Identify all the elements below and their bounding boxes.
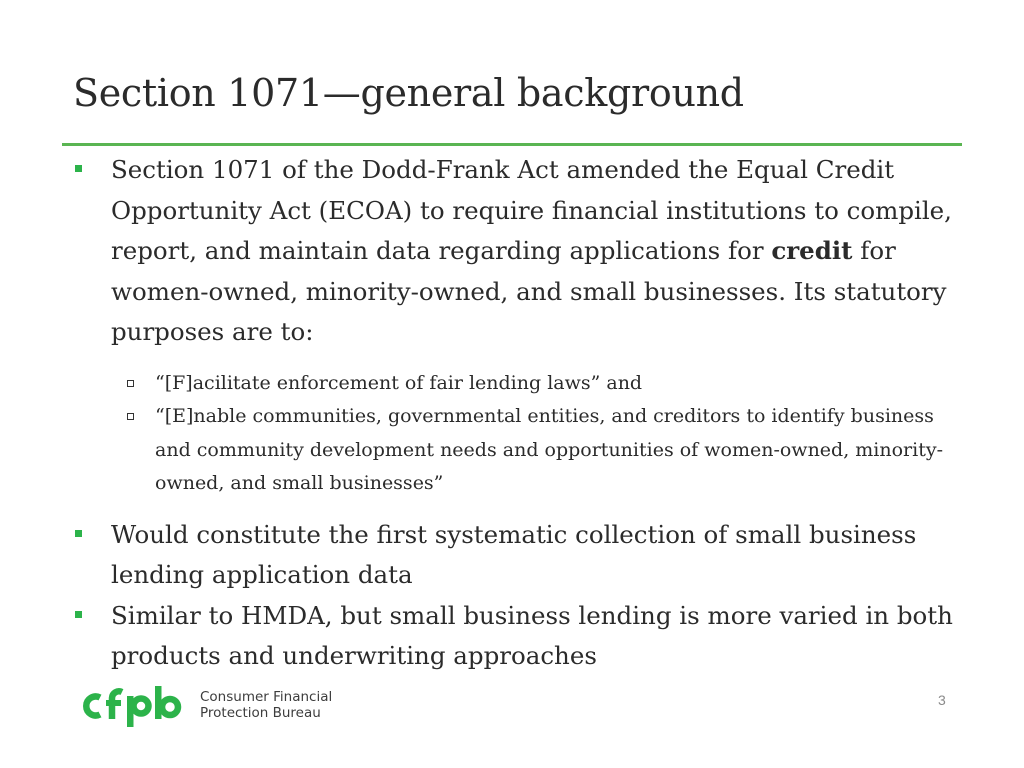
bullet-text: Section 1071 of the Dodd-Frank Act amended the Equal Credit Opportunity Act (ECOA) to require financial institutions to compile, report, and maintain data regarding applications for: [111, 155, 952, 265]
logo-line: Consumer Financial: [200, 689, 333, 705]
slide-title: Section 1071—general background: [73, 71, 744, 115]
hollow-square-bullet-icon: [127, 413, 134, 420]
sub-bullet-item: [74, 367, 974, 401]
bullet-item: [74, 515, 974, 596]
bullet-text: for women-owned, minority-owned, and small businesses. Its statutory purposes are to:: [111, 236, 947, 346]
slide-body: [74, 150, 974, 677]
square-bullet-icon: [75, 165, 82, 172]
sub-bullet-text: “[E]nable communities, governmental entities, and creditors to identify business and community development needs and opportunities of women-owned, minority-owned, and small businesses”: [155, 405, 944, 494]
logo-wordmark: [200, 689, 332, 721]
bullet-item: [74, 596, 974, 677]
sub-bullet-list: [74, 367, 974, 501]
logo-line: Protection Bureau: [200, 705, 321, 721]
sub-bullet-text: “[F]acilitate enforcement of fair lending laws” and: [155, 371, 643, 394]
square-bullet-icon: [75, 530, 82, 537]
cfpb-logo-mark: [80, 683, 186, 727]
bullet-item: [74, 150, 974, 353]
bullet-text: Would constitute the first systematic collection of small business lending application data: [111, 519, 917, 589]
bullet-text: Similar to HMDA, but small business lending is more varied in both products and underwriting approaches: [111, 600, 953, 670]
cfpb-logo: [80, 683, 332, 727]
page-number: 3: [938, 692, 946, 708]
title-divider: [62, 143, 962, 146]
square-bullet-icon: [75, 611, 82, 618]
sub-bullet-item: [74, 400, 974, 501]
hollow-square-bullet-icon: [127, 380, 134, 387]
bullet-bold-text: credit: [771, 236, 853, 265]
